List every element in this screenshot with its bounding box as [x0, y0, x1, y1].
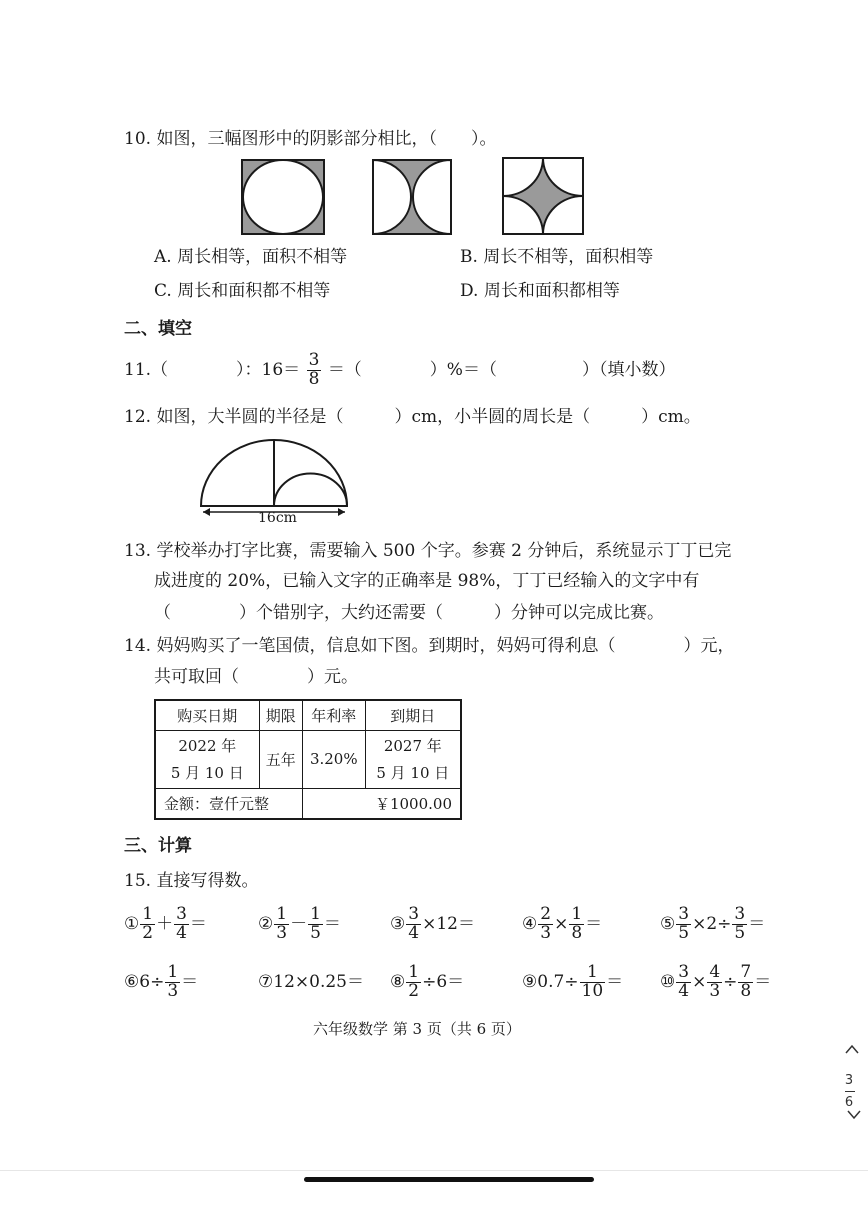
q13-line-2: 成进度的 20%，已输入文字的正确率是 98%，丁丁已经输入的文字中有 [154, 571, 700, 591]
header-term: 期限 [259, 700, 302, 730]
fraction [580, 964, 606, 1001]
home-indicator-bar[interactable] [304, 1177, 594, 1182]
numerator: 1 [142, 904, 154, 924]
problem-number: ⑧ [390, 971, 406, 992]
q10-figure-2 [370, 158, 454, 236]
q10-figure-3 [500, 156, 586, 236]
denominator: 3 [276, 922, 288, 943]
denominator: 2 [142, 922, 154, 943]
q14-line-2: 共可取回（ ）元。 [154, 667, 358, 687]
numerator: 3 [678, 904, 690, 924]
fraction [140, 906, 155, 943]
denominator: 3 [540, 922, 552, 943]
page-indicator-divider [845, 1091, 855, 1092]
cell-term: 五年 [259, 730, 302, 788]
problem-number: ⑩ [660, 971, 676, 992]
q11-fraction [307, 352, 322, 389]
cell-rate: 3.20% [302, 730, 365, 788]
header-purchase-date: 购买日期 [155, 700, 259, 730]
operator: ＋ [156, 913, 174, 934]
problem-number: ⑨ [522, 971, 538, 992]
section-2-heading: 二、填空 [124, 319, 192, 339]
denominator: 2 [408, 980, 420, 1001]
q12-stem: 12. 如图，大半圆的半径是（ ）cm，小半圆的周长是（ ）cm。 [124, 407, 701, 427]
fraction [406, 906, 421, 943]
q10-option-d: D. 周长和面积都相等 [460, 281, 620, 301]
q13-line-3: （ ）个错别字，大约还需要（ ）分钟可以完成比赛。 [154, 603, 664, 623]
page-footer: 六年级数学 第 3 页（共 6 页） [313, 1020, 521, 1038]
q15-problem-5 [660, 906, 765, 943]
fraction [308, 906, 323, 943]
maturity-day: 5 月 10 日 [376, 764, 450, 782]
q10-figure-1 [238, 158, 328, 236]
header-rate: 年利率 [302, 700, 365, 730]
operator: － [290, 913, 308, 934]
numerator: 1 [580, 964, 606, 983]
q11-part1: 11.（ ）：16＝ [124, 359, 301, 380]
operator: ÷ [723, 971, 738, 992]
header-maturity-date: 到期日 [365, 700, 461, 730]
equals: ＝ [585, 913, 603, 934]
fraction [676, 906, 691, 943]
expression-middle: ×2÷ [692, 913, 732, 934]
numerator: 7 [740, 962, 752, 982]
numerator: 1 [310, 904, 321, 924]
denominator: 10 [581, 980, 604, 1001]
problem-number: ② [258, 913, 274, 934]
maturity-year: 2027 年 [383, 737, 442, 755]
q15-problem-8 [390, 964, 464, 1001]
equals: ＝ [754, 971, 772, 992]
numerator: 3 [176, 904, 187, 924]
expression-tail: ÷6＝ [422, 971, 465, 992]
q11-line [124, 352, 675, 389]
q15-problem-10 [660, 964, 771, 1001]
q15-problem-3 [390, 906, 475, 943]
numerator: 1 [167, 962, 179, 982]
denominator: 3 [167, 980, 179, 1001]
equals: ＝ [181, 971, 199, 992]
page-indicator-total: 6 [844, 1095, 854, 1110]
numerator: 1 [408, 962, 420, 982]
equals: ＝ [748, 913, 766, 934]
expression-lead: 0.7÷ [537, 971, 579, 992]
fraction [732, 906, 747, 943]
numerator: 2 [540, 904, 552, 924]
page-navigator [834, 1040, 868, 1120]
q11-frac-den: 8 [308, 368, 320, 389]
q15-problem-1 [124, 906, 207, 943]
section-3-heading: 三、计算 [124, 836, 192, 856]
numerator: 1 [571, 904, 583, 924]
denominator: 3 [709, 980, 721, 1001]
fraction [406, 964, 421, 1001]
fraction [738, 964, 753, 1001]
fraction [707, 964, 722, 1001]
problem-number: ③ [390, 913, 406, 934]
q15-problem-9 [522, 964, 623, 1001]
fraction [569, 906, 584, 943]
bond-info-table [154, 699, 462, 820]
numerator: 3 [408, 904, 420, 924]
numerator: 3 [734, 904, 746, 924]
expression-lead: 6÷ [139, 971, 165, 992]
cell-purchase-date [155, 730, 259, 788]
operator: × [692, 971, 707, 992]
fraction [174, 906, 189, 943]
denominator: 4 [176, 922, 187, 943]
q10-option-a: A. 周长相等，面积不相等 [154, 247, 348, 267]
q14-line-1: 14. 妈妈购买了一笔国债，信息如下图。到期时，妈妈可得利息（ ）元， [124, 636, 735, 656]
problem-number: ① [124, 913, 140, 934]
q11-frac-num: 3 [308, 350, 320, 370]
q15-problem-4 [522, 906, 602, 943]
cell-amount-label: 金额：壹仟元整 [155, 788, 302, 819]
q13-line-1: 13. 学校举办打字比赛，需要输入 500 个字。参赛 2 分钟后，系统显示丁丁已完 [124, 541, 732, 561]
chevron-down-icon[interactable] [846, 1110, 862, 1120]
expression: 12×0.25＝ [273, 972, 364, 992]
purchase-day: 5 月 10 日 [170, 764, 244, 782]
denominator: 4 [678, 980, 690, 1001]
denominator: 4 [408, 922, 420, 943]
equals: ＝ [606, 971, 624, 992]
numerator: 3 [678, 962, 690, 982]
page-indicator-current: 3 [844, 1073, 854, 1088]
purchase-year: 2022 年 [178, 737, 237, 755]
q10-option-c: C. 周长和面积都不相等 [154, 281, 331, 301]
q10-option-b: B. 周长不相等，面积相等 [460, 247, 654, 267]
denominator: 8 [571, 922, 583, 943]
problem-number: ⑥ [124, 971, 140, 992]
fraction [165, 964, 180, 1001]
problem-number: ④ [522, 913, 538, 934]
q15-stem: 15. 直接写得数。 [124, 871, 259, 891]
q11-part2: ＝（ ）%＝（ ）（填小数） [327, 359, 676, 380]
denominator: 5 [310, 922, 321, 943]
problem-number: ⑤ [660, 913, 676, 934]
cell-maturity-date [365, 730, 461, 788]
q15-problem-2 [258, 906, 341, 943]
q15-problem-6 [124, 964, 198, 1001]
fraction [538, 906, 553, 943]
numerator: 1 [276, 904, 288, 924]
operator: × [554, 913, 569, 934]
fraction [274, 906, 289, 943]
chevron-up-icon[interactable] [844, 1044, 860, 1054]
q10-stem: 10. 如图，三幅图形中的阴影部分相比，（ ）。 [124, 129, 497, 149]
q15-problem-7 [258, 974, 364, 991]
problem-number: ⑦ [258, 972, 274, 992]
denominator: 5 [734, 922, 746, 943]
equals: ＝ [323, 913, 341, 934]
viewer-divider [0, 1170, 868, 1171]
equals: ＝ [189, 913, 207, 934]
denominator: 8 [740, 980, 752, 1001]
cell-amount-value: ￥1000.00 [302, 788, 461, 819]
q12-figure-label: 16cm [258, 510, 297, 526]
fraction [676, 964, 691, 1001]
numerator: 4 [709, 962, 721, 982]
expression-tail: ×12＝ [422, 913, 475, 934]
denominator: 5 [678, 922, 690, 943]
